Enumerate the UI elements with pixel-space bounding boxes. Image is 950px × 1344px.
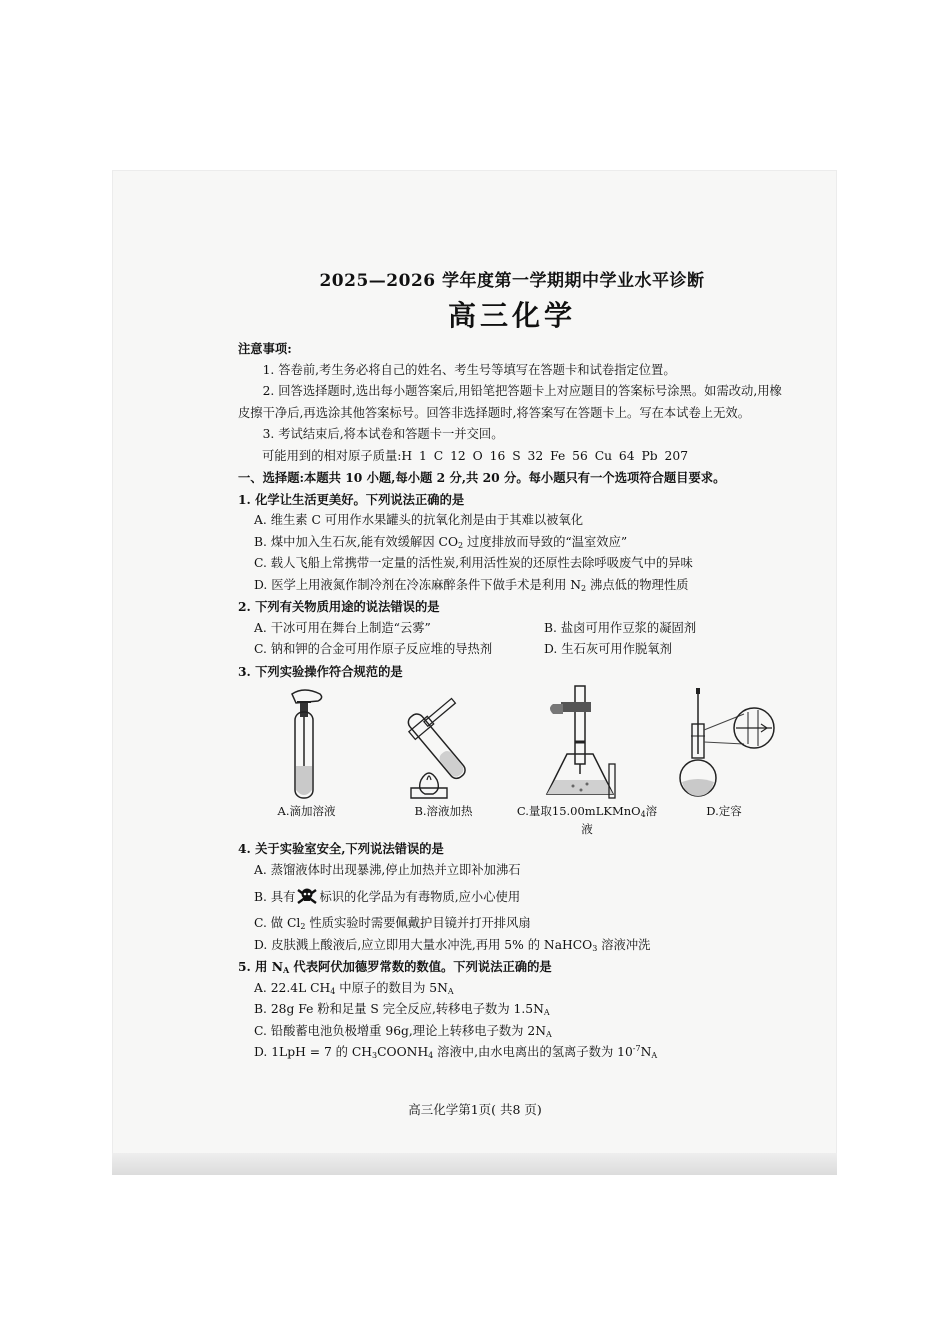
text: D. 皮肤溅上酸液后,应立即用大量水冲洗,再用 5% 的 NaHCO — [254, 937, 593, 952]
text: COONH — [377, 1045, 429, 1059]
caption-d: D.定容 — [706, 804, 742, 818]
q1-option-a: A. 维生素 C 可用作水果罐头的抗氧化剂是由于其难以被氧化 — [254, 513, 584, 527]
question-1-stem: 1. 化学让生活更美好。下列说法正确的是 — [238, 491, 465, 507]
text: C. 铅酸蓄电池负极增重 96g,理论上转移电子数为 2N — [254, 1023, 546, 1038]
q2-options-row-2 — [238, 639, 786, 661]
q5-option-c — [238, 1021, 786, 1043]
subscript: A — [282, 965, 290, 975]
text: 中原子的数目为 5N — [335, 980, 448, 995]
notes-heading: 注意事项: — [238, 341, 292, 356]
subscript: 2 — [581, 583, 587, 593]
atomic-masses — [238, 446, 786, 468]
q4-option-c — [238, 913, 786, 935]
q4-option-d — [238, 935, 786, 957]
subscript: A — [543, 1008, 550, 1017]
subscript: 3 — [592, 943, 598, 953]
question-3-stem: 3. 下列实验操作符合规范的是 — [238, 663, 403, 679]
q1-option-d — [238, 575, 786, 597]
text: 溶液中,由水电离出的氢离子数为 10 — [433, 1045, 633, 1059]
q1-option-c: C. 载人飞船上常携带一定量的活性炭,利用活性炭的还原性去除呼吸废气中的异味 — [254, 556, 693, 570]
q2-option-a: A. 干冰可用在舞台上制造“云雾” — [254, 620, 431, 635]
text: C. 做 Cl — [254, 916, 301, 930]
note-item: 2. 回答选择题时,选出每小题答案后,用铅笔把答题卡上对应题目的答案标号涂黑。如需改动,用橡皮擦干净后,再选涂其他答案标号。回答非选择题时,将答案写在答题卡上。写在本试卷上无效。 — [238, 384, 782, 420]
text: 5. 用 N — [238, 959, 283, 974]
exam-title: 2025—2026 学年度第一学期期中学业水平诊断 — [319, 271, 705, 291]
caption-b: B.溶液加热 — [414, 804, 473, 818]
q4-option-b — [238, 881, 786, 913]
q4-option-a: A. 蒸馏液体时出现暴沸,停止加热并立即补加沸石 — [254, 862, 521, 877]
subscript: 4 — [330, 986, 336, 996]
text: A. 22.4L CH — [254, 980, 331, 995]
text: B. 28g Fe 粉和足量 S 完全反应,转移电子数为 1.5N — [254, 1002, 544, 1016]
q2-options-row-1 — [238, 618, 786, 640]
masses-label: 可能用到的相对原子质量: — [262, 448, 402, 463]
q3-captions — [238, 802, 786, 838]
text: 标识的化学品为有毒物质,应小心使用 — [319, 890, 521, 904]
subscript: 3 — [372, 1051, 378, 1060]
text: 性质实验时需要佩戴护目镜并打开排风扇 — [305, 916, 531, 930]
text: 沸点低的物理性质 — [586, 577, 689, 592]
q2-option-c: C. 钠和钾的合金可用作原子反应堆的导热剂 — [254, 642, 493, 656]
text: 过度排放而导致的“温室效应” — [463, 534, 628, 549]
text: N — [640, 1045, 652, 1059]
figure-volumetric-flask — [649, 684, 786, 802]
exam-page — [238, 268, 786, 1064]
caption-c — [512, 802, 662, 838]
subscript: A — [651, 1051, 658, 1060]
superscript: -7 — [632, 1044, 641, 1053]
masses-values: H 1 C 12 O 16 S 32 Fe 56 Cu 64 Pb 207 — [401, 448, 689, 463]
q2-option-b: B. 盐卤可用作豆浆的凝固剂 — [544, 620, 697, 635]
question-4-stem: 4. 关于实验室安全,下列说法错误的是 — [238, 841, 444, 856]
section-title: 一、选择题:本题共 10 小题,每小题 2 分,共 20 分。每小题只有一个选项符合题目要求。 — [238, 470, 726, 485]
q5-option-b — [238, 999, 786, 1021]
question-5-stem — [238, 956, 786, 978]
text: B. 具有 — [254, 890, 296, 904]
text: B. 煤中加入生石灰,能有效缓解因 CO — [254, 534, 459, 549]
q1-option-b — [238, 532, 786, 554]
question-2-stem: 2. 下列有关物质用途的说法错误的是 — [238, 599, 440, 614]
subscript: 4 — [428, 1051, 434, 1060]
subscript: 2 — [458, 540, 464, 550]
q5-option-a — [238, 978, 786, 1000]
text: 溶液冲洗 — [597, 937, 651, 952]
subscript: 2 — [300, 922, 306, 931]
text: 代表阿伏加德罗常数的数值。下列说法正确的是 — [289, 959, 552, 974]
subscript: A — [447, 986, 454, 996]
subject-title: 高三化学 — [447, 299, 576, 332]
page-footer: 高三化学第1页( 共8 页) — [408, 1102, 542, 1117]
note-item: 1. 答卷前,考生务必将自己的姓名、考生号等填写在答题卡和试卷指定位置。 — [262, 362, 676, 377]
subscript: A — [545, 1029, 552, 1039]
q3-figures — [238, 684, 786, 802]
figure-burette-flask — [512, 684, 649, 802]
text: D. 医学上用液氮作制冷剂在冷冻麻醉条件下做手术是利用 N — [254, 577, 582, 592]
caption-a: A.滴加溶液 — [277, 804, 336, 818]
text: D. 1LpH = 7 的 CH — [254, 1045, 373, 1059]
text: C.量取15.00mLKMnO — [516, 804, 641, 818]
text: 溶液 — [581, 804, 658, 836]
note-item: 3. 考试结束后,将本试卷和答题卡一并交回。 — [262, 427, 504, 441]
skull-crossbones-icon — [296, 887, 318, 905]
subscript: 4 — [640, 810, 646, 819]
figure-heating-solution — [375, 684, 512, 802]
q5-option-d — [238, 1042, 786, 1064]
q2-option-d: D. 生石灰可用作脱氧剂 — [544, 642, 672, 656]
figure-dropping-solution — [238, 684, 375, 802]
